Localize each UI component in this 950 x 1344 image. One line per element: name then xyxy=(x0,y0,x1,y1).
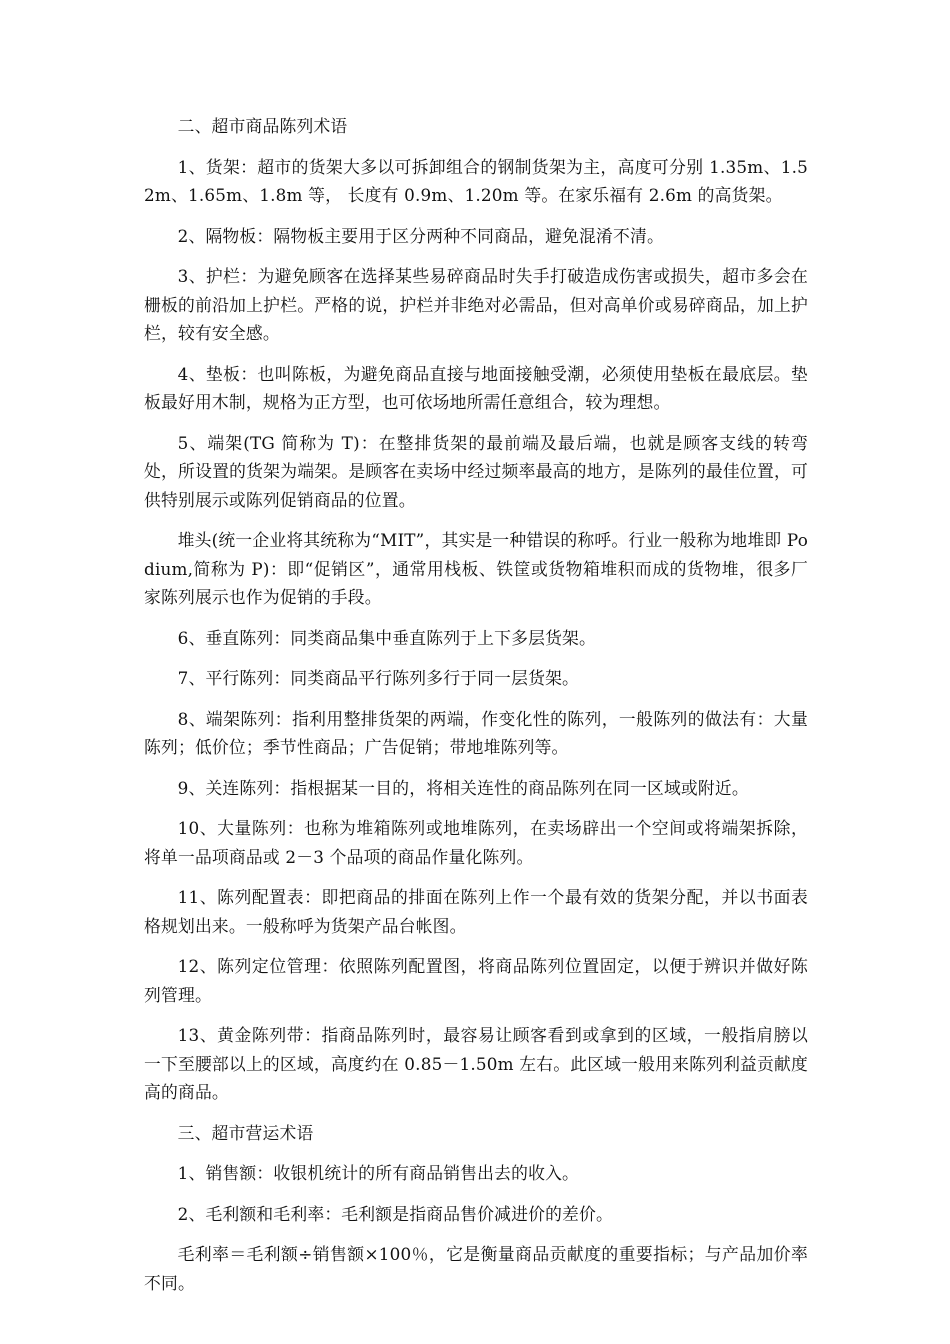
term-floor-stack: 堆头(统一企业将其统称为“MIT”，其实是一种错误的称呼。行业一般称为地堆即 Podium,简称为 P)：即“促销区”，通常用栈板、铁筐或货物箱堆积而成的货物堆，很多厂家陈列展示也作为促销的手段。 xyxy=(144,530,808,607)
term-mass-display: 10、大量陈列：也称为堆箱陈列或地堆陈列，在卖场辟出一个空间或将端架拆除，将单一品项商品或 2－3 个品项的商品作量化陈列。 xyxy=(144,818,808,867)
term-pallet: 4、垫板：也叫陈板，为避免商品直接与地面接触受潮，必须使用垫板在最底层。垫板最好用木制，规格为正方型，也可依场地所需任意组合，较为理想。 xyxy=(144,363,808,412)
document-page xyxy=(144,112,808,1309)
term-sales: 1、销售额：收银机统计的所有商品销售出去的收入。 xyxy=(177,1163,580,1183)
term-guardrail: 3、护栏：为避免顾客在选择某些易碎商品时失手打破造成伤害或损失，超市多会在栅板的前沿加上护栏。严格的说，护栏并非绝对必需品，但对高单价或易碎商品，加上护栏，较有安全感。 xyxy=(144,266,808,343)
term-end-cap: 5、端架(TG 简称为 T)：在整排货架的最前端及最后端，也就是顾客支线的转弯处，所设置的货架为端架。是顾客在卖场中经过频率最高的地方，是陈列的最佳位置，可供特别展示或陈列促销商品的位置。 xyxy=(144,432,808,510)
term-planogram: 11、陈列配置表：即把商品的排面在陈列上作一个最有效的货架分配，并以书面表格规划出来。一般称呼为货架产品台帐图。 xyxy=(144,887,808,936)
term-related-display: 9、关连陈列：指根据某一目的，将相关连性的商品陈列在同一区域或附近。 xyxy=(177,777,749,798)
term-horizontal-display: 7、平行陈列：同类商品平行陈列多行于同一层货架。 xyxy=(177,668,580,688)
term-vertical-display: 6、垂直陈列：同类商品集中垂直陈列于上下多层货架。 xyxy=(177,627,597,648)
term-shelf: 1、货架：超市的货架大多以可拆卸组合的钢制货架为主，高度可分别 1.35m、1.52m、1.65m、1.8m 等， 长度有 0.9m、1.20m 等。在家乐福有 2.6m 的高货架。 xyxy=(144,156,808,205)
term-gross-profit: 2、毛利额和毛利率：毛利额是指商品售价减进价的差价。 xyxy=(177,1203,614,1224)
section-heading-operation-terms: 三、超市营运术语 xyxy=(177,1122,314,1143)
term-gross-margin-formula: 毛利率＝毛利额÷销售额×100％，它是衡量商品贡献度的重要指标；与产品加价率不同。 xyxy=(144,1244,808,1293)
term-divider-board: 2、隔物板：隔物板主要用于区分两种不同商品，避免混淆不清。 xyxy=(177,225,664,246)
section-heading-display-terms: 二、超市商品陈列术语 xyxy=(177,116,348,136)
term-golden-zone: 13、黄金陈列带：指商品陈列时，最容易让顾客看到或拿到的区域，一般指肩膀以一下至腰部以上的区域，高度约在 0.85－1.50m 左右。此区域一般用来陈列利益贡献度高的商品。 xyxy=(144,1025,808,1102)
term-display-positioning: 12、陈列定位管理：依照陈列配置图，将商品陈列位置固定，以便于辨识并做好陈列管理。 xyxy=(144,956,808,1005)
term-end-cap-display: 8、端架陈列：指利用整排货架的两端，作变化性的陈列，一般陈列的做法有：大量陈列；低价位；季节性商品；广告促销；带地堆陈列等。 xyxy=(144,708,808,757)
